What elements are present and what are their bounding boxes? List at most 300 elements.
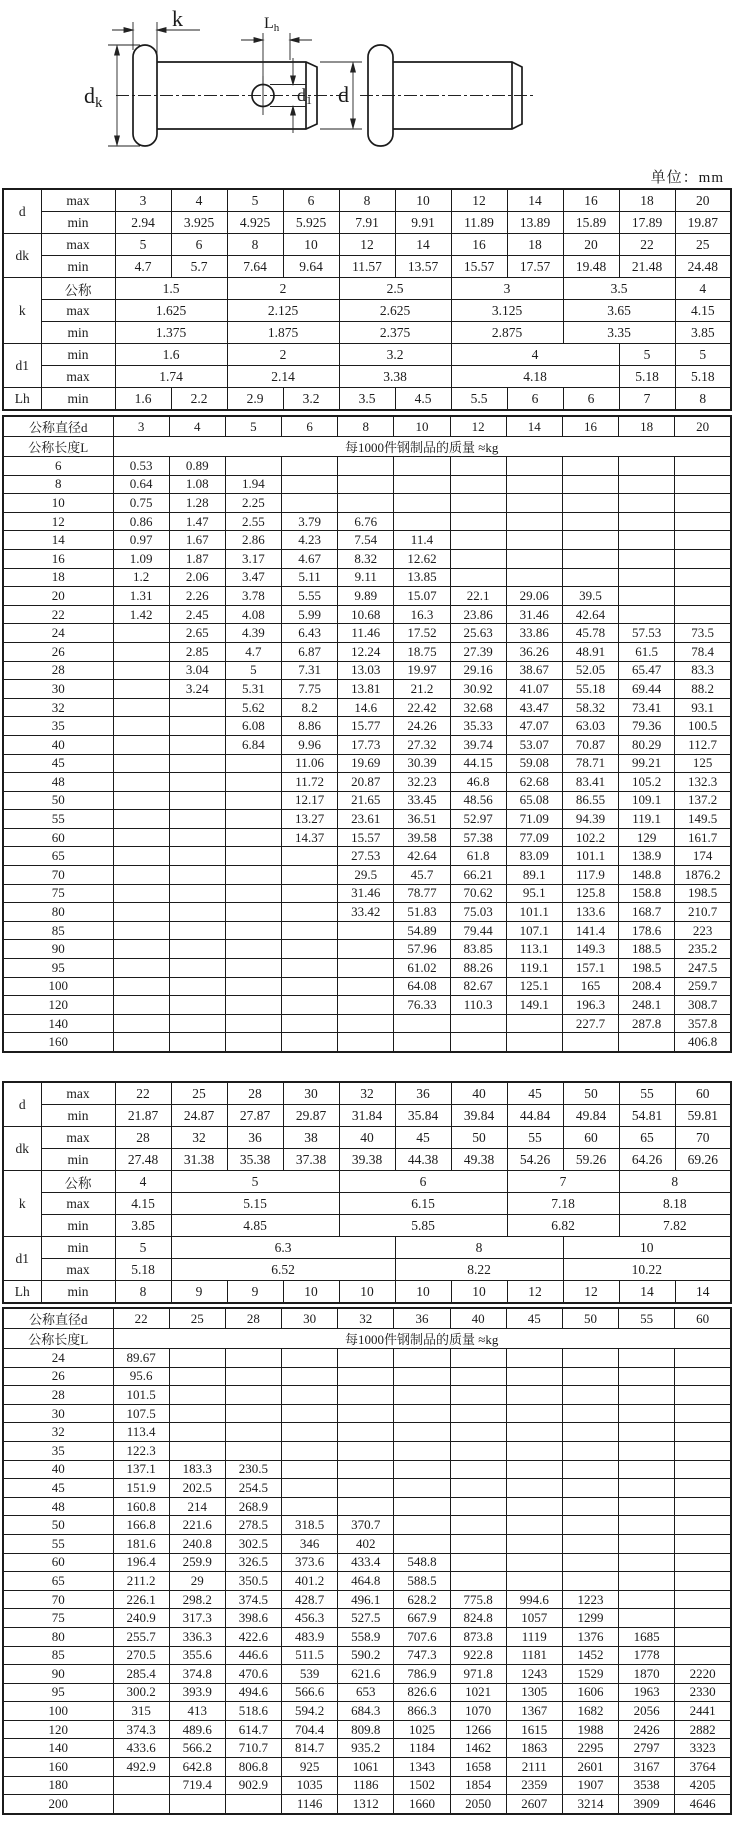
weight-row — [3, 1758, 731, 1777]
mass-value — [169, 1033, 225, 1052]
mass-value: 496.1 — [338, 1590, 394, 1609]
mass-value: 25.63 — [450, 624, 506, 643]
mass-value: 27.39 — [450, 642, 506, 661]
mass-value: 2.45 — [169, 605, 225, 624]
mass-value — [282, 940, 338, 959]
dim-row — [3, 212, 731, 234]
mass-value: 158.8 — [619, 884, 675, 903]
dim-cell: 15.89 — [563, 212, 619, 234]
mass-value: 95.1 — [506, 884, 562, 903]
dim-cell: 9.91 — [395, 212, 451, 234]
dim-cell: 4 — [115, 1171, 171, 1193]
weight-row — [3, 940, 731, 959]
weight-row — [3, 959, 731, 978]
dim-cell: 35.84 — [395, 1105, 451, 1127]
mass-value — [562, 1534, 618, 1553]
mass-value: 1863 — [506, 1739, 562, 1758]
mass-value — [675, 1534, 731, 1553]
mass-value: 32.23 — [394, 773, 450, 792]
length-value: 100 — [3, 1702, 113, 1721]
mass-value — [169, 828, 225, 847]
mass-value: 54.89 — [394, 921, 450, 940]
dim-cell: 1.625 — [115, 300, 227, 322]
dim-cell: 5 — [171, 1171, 339, 1193]
mass-value — [562, 494, 618, 513]
mass-value: 47.07 — [506, 717, 562, 736]
mass-value: 374.8 — [169, 1665, 225, 1684]
mass-value: 1452 — [562, 1646, 618, 1665]
dim-cell: 60 — [675, 1082, 731, 1105]
mass-value — [619, 1386, 675, 1405]
mass-value — [394, 1423, 450, 1442]
diameter-value: 45 — [506, 1308, 562, 1329]
length-value: 160 — [3, 1033, 113, 1052]
dim-cell: 2.5 — [339, 278, 451, 300]
d1-dimension-label: d1 — [297, 85, 312, 107]
mass-value — [506, 1404, 562, 1423]
dim-cell: d — [3, 1082, 41, 1127]
mass-value — [338, 940, 394, 959]
mass-value — [562, 1423, 618, 1442]
dim-cell: 6 — [171, 234, 227, 256]
mass-value: 78.71 — [562, 754, 618, 773]
dim-cell: 50 — [451, 1127, 507, 1149]
dim-cell: 5 — [675, 344, 731, 366]
mass-value: 433.6 — [113, 1739, 169, 1758]
mass-value — [113, 717, 169, 736]
mass-value — [113, 996, 169, 1015]
mass-value — [394, 457, 450, 476]
mass-value: 240.8 — [169, 1534, 225, 1553]
mass-value: 79.44 — [450, 921, 506, 940]
mass-value — [450, 1479, 506, 1498]
dim-cell: 8.18 — [619, 1193, 731, 1215]
mass-value: 2.06 — [169, 568, 225, 587]
mass-value: 2330 — [675, 1683, 731, 1702]
mass-value — [506, 1497, 562, 1516]
diameter-header-label: 公称直径d — [3, 416, 113, 437]
dim-cell: min — [41, 1105, 115, 1127]
dim-cell: max — [41, 300, 115, 322]
mass-value: 5 — [225, 661, 281, 680]
diameter-value: 32 — [338, 1308, 394, 1329]
mass-value: 422.6 — [225, 1627, 281, 1646]
mass-value — [225, 847, 281, 866]
mass-value — [394, 1367, 450, 1386]
mass-value: 149.3 — [562, 940, 618, 959]
mass-value: 667.9 — [394, 1609, 450, 1628]
length-value: 180 — [3, 1776, 113, 1795]
mass-value: 1367 — [506, 1702, 562, 1721]
dim-cell: 16 — [563, 189, 619, 212]
diameter-value: 6 — [282, 416, 338, 437]
mass-value — [619, 1460, 675, 1479]
dim-cell: 24.87 — [171, 1105, 227, 1127]
mass-value: 489.6 — [169, 1720, 225, 1739]
mass-value: 48.56 — [450, 791, 506, 810]
mass-value: 149.5 — [675, 810, 731, 829]
dim-cell: 3.65 — [563, 300, 675, 322]
mass-value: 174 — [675, 847, 731, 866]
weight-row — [3, 1572, 731, 1591]
mass-value: 259.9 — [169, 1553, 225, 1572]
mass-value — [675, 1572, 731, 1591]
diameter-value: 60 — [675, 1308, 731, 1329]
mass-value — [506, 1033, 562, 1052]
mass-value: 11.4 — [394, 531, 450, 550]
dim-cell: 6.82 — [507, 1215, 619, 1237]
mass-value — [113, 773, 169, 792]
weight-row — [3, 1646, 731, 1665]
dim-cell: 5.18 — [675, 366, 731, 388]
weight-row — [3, 624, 731, 643]
dim-cell: 8 — [675, 388, 731, 411]
dim-cell: 1.74 — [115, 366, 227, 388]
length-value: 35 — [3, 717, 113, 736]
mass-value: 1462 — [450, 1739, 506, 1758]
mass-value — [619, 1516, 675, 1535]
mass-value: 3909 — [619, 1795, 675, 1814]
dim-row — [3, 1281, 731, 1304]
dim-cell: 31.84 — [339, 1105, 395, 1127]
mass-value — [450, 512, 506, 531]
mass-value: 3.78 — [225, 587, 281, 606]
mass-value — [169, 1367, 225, 1386]
dim-cell: 40 — [451, 1082, 507, 1105]
length-value: 26 — [3, 1367, 113, 1386]
mass-value — [506, 1386, 562, 1405]
dim-cell: max — [41, 234, 115, 256]
mass-value: 168.7 — [619, 903, 675, 922]
mass-value: 268.9 — [225, 1497, 281, 1516]
mass-value: 588.5 — [394, 1572, 450, 1591]
mass-value: 181.6 — [113, 1534, 169, 1553]
mass-value — [562, 1349, 618, 1368]
mass-value — [506, 457, 562, 476]
mass-value: 2797 — [619, 1739, 675, 1758]
mass-value: 52.97 — [450, 810, 506, 829]
dim-cell: 27.48 — [115, 1149, 171, 1171]
mass-value: 36.51 — [394, 810, 450, 829]
mass-value — [619, 1497, 675, 1516]
mass-value — [506, 1349, 562, 1368]
dk-dimension-label: dk — [84, 83, 103, 111]
mass-value — [225, 1014, 281, 1033]
length-value: 40 — [3, 735, 113, 754]
mass-value: 57.53 — [619, 624, 675, 643]
diameter-value: 40 — [450, 1308, 506, 1329]
dim-row — [3, 1127, 731, 1149]
dim-cell: 30 — [283, 1082, 339, 1105]
dim-cell: k — [3, 1171, 41, 1237]
mass-value — [282, 959, 338, 978]
mass-value: 196.3 — [562, 996, 618, 1015]
mass-value — [675, 549, 731, 568]
mass-value: 6.43 — [282, 624, 338, 643]
mass-value: 89.67 — [113, 1349, 169, 1368]
dimension-lines — [108, 22, 362, 146]
mass-value: 1606 — [562, 1683, 618, 1702]
mass-value — [113, 921, 169, 940]
mass-value — [675, 1404, 731, 1423]
length-value: 140 — [3, 1739, 113, 1758]
weight-row — [3, 1795, 731, 1814]
dim-cell: 39.38 — [339, 1149, 395, 1171]
mass-value — [169, 1014, 225, 1033]
dim-cell: 3.2 — [283, 388, 339, 411]
mass-value: 1.09 — [113, 549, 169, 568]
dim-cell: 3 — [451, 278, 563, 300]
length-value: 85 — [3, 921, 113, 940]
mass-value: 105.2 — [619, 773, 675, 792]
diameter-header-row — [3, 416, 731, 437]
mass-value — [675, 1349, 731, 1368]
mass-value — [169, 1349, 225, 1368]
dim-cell: min — [41, 1149, 115, 1171]
mass-value: 240.9 — [113, 1609, 169, 1628]
mass-value: 806.8 — [225, 1758, 281, 1777]
length-value: 40 — [3, 1460, 113, 1479]
mass-value: 21.2 — [394, 680, 450, 699]
weight-row — [3, 1627, 731, 1646]
mass-value — [450, 1367, 506, 1386]
mass-value — [113, 642, 169, 661]
mass-value — [562, 512, 618, 531]
dimension-table-large-sizes — [2, 1081, 732, 1304]
dim-row — [3, 1215, 731, 1237]
mass-value: 45.7 — [394, 866, 450, 885]
mass-value: 621.6 — [338, 1665, 394, 1684]
mass-value — [113, 940, 169, 959]
mass-value: 7.31 — [282, 661, 338, 680]
mass-value: 44.15 — [450, 754, 506, 773]
mass-value — [450, 549, 506, 568]
mass-value — [619, 1367, 675, 1386]
diameter-value: 4 — [169, 416, 225, 437]
mass-value — [225, 866, 281, 885]
length-value: 120 — [3, 996, 113, 1015]
mass-value: 6.84 — [225, 735, 281, 754]
mass-value: 48.91 — [562, 642, 618, 661]
mass-value: 65.47 — [619, 661, 675, 680]
dim-cell: 45 — [395, 1127, 451, 1149]
dim-cell: 5.925 — [283, 212, 339, 234]
weight-row — [3, 921, 731, 940]
mass-value: 125.8 — [562, 884, 618, 903]
mass-value — [675, 475, 731, 494]
mass-value: 3167 — [619, 1758, 675, 1777]
dim-cell: 11.57 — [339, 256, 395, 278]
weight-row — [3, 1683, 731, 1702]
mass-value — [562, 568, 618, 587]
dim-row — [3, 388, 731, 411]
mass-value: 32.68 — [450, 698, 506, 717]
weight-row — [3, 1516, 731, 1535]
dim-cell: 6 — [283, 189, 339, 212]
mass-value — [282, 847, 338, 866]
dim-row — [3, 1237, 731, 1259]
mass-value — [113, 735, 169, 754]
mass-value: 4646 — [675, 1795, 731, 1814]
mass-value: 13.81 — [338, 680, 394, 699]
mass-value: 78.77 — [394, 884, 450, 903]
mass-value — [562, 531, 618, 550]
mass-value — [338, 1404, 394, 1423]
mass-value: 2.86 — [225, 531, 281, 550]
mass-value — [394, 1460, 450, 1479]
dim-cell: 7.64 — [227, 256, 283, 278]
mass-value — [169, 735, 225, 754]
length-value: 12 — [3, 512, 113, 531]
mass-value: 826.6 — [394, 1683, 450, 1702]
mass-value — [394, 1386, 450, 1405]
mass-value: 1312 — [338, 1795, 394, 1814]
mass-value — [169, 1441, 225, 1460]
mass-value — [562, 1460, 618, 1479]
mass-value: 590.2 — [338, 1646, 394, 1665]
dim-cell: 45 — [507, 1082, 563, 1105]
mass-value — [169, 1423, 225, 1442]
mass-value: 653 — [338, 1683, 394, 1702]
dim-cell: 5.85 — [339, 1215, 507, 1237]
mass-value: 17.52 — [394, 624, 450, 643]
length-value: 70 — [3, 866, 113, 885]
mass-value: 925 — [282, 1758, 338, 1777]
dim-cell: 7.82 — [619, 1215, 731, 1237]
mass-value: 166.8 — [113, 1516, 169, 1535]
dim-cell: 6.15 — [339, 1193, 507, 1215]
dim-cell: 60 — [563, 1127, 619, 1149]
dim-cell: max — [41, 366, 115, 388]
mass-value — [225, 921, 281, 940]
dim-cell: 64.26 — [619, 1149, 675, 1171]
mass-value — [169, 996, 225, 1015]
mass-value: 10.68 — [338, 605, 394, 624]
dim-row — [3, 1259, 731, 1281]
dim-cell: 5 — [115, 234, 171, 256]
diameter-value: 12 — [450, 416, 506, 437]
dim-cell: 22 — [115, 1082, 171, 1105]
dim-cell: 4.15 — [675, 300, 731, 322]
mass-value: 566.2 — [169, 1739, 225, 1758]
mass-value: 1.08 — [169, 475, 225, 494]
dim-row — [3, 366, 731, 388]
mass-value: 318.5 — [282, 1516, 338, 1535]
mass-value — [562, 1516, 618, 1535]
mass-value — [450, 1404, 506, 1423]
mass-value — [394, 512, 450, 531]
mass-value — [169, 940, 225, 959]
mass-value — [675, 1590, 731, 1609]
mass-value — [113, 680, 169, 699]
mass-value — [338, 959, 394, 978]
dim-cell: 28 — [115, 1127, 171, 1149]
lh-dimension-label: Lh — [264, 15, 280, 34]
dim-cell: 4.18 — [451, 366, 619, 388]
mass-value: 1035 — [282, 1776, 338, 1795]
mass-value: 21.65 — [338, 791, 394, 810]
dim-cell: 2.125 — [227, 300, 339, 322]
mass-value — [225, 940, 281, 959]
mass-value: 707.6 — [394, 1627, 450, 1646]
mass-value — [675, 1553, 731, 1572]
mass-value — [113, 1014, 169, 1033]
weight-table-large-sizes — [2, 1307, 732, 1815]
mass-value — [338, 921, 394, 940]
mass-value: 326.5 — [225, 1553, 281, 1572]
mass-value: 0.53 — [113, 457, 169, 476]
mass-value — [450, 1014, 506, 1033]
diameter-value: 55 — [619, 1308, 675, 1329]
dim-cell: 39.84 — [451, 1105, 507, 1127]
mass-value: 315 — [113, 1702, 169, 1721]
weight-row — [3, 847, 731, 866]
dim-cell: 69.26 — [675, 1149, 731, 1171]
mass-value: 29.16 — [450, 661, 506, 680]
mass-value — [562, 1553, 618, 1572]
dim-cell: 15.57 — [451, 256, 507, 278]
length-value: 85 — [3, 1646, 113, 1665]
mass-value — [619, 1534, 675, 1553]
length-header-label: 公称长度L — [3, 437, 113, 457]
mass-value — [282, 1033, 338, 1052]
mass-value — [169, 921, 225, 940]
mass-value — [282, 921, 338, 940]
mass-value: 65.08 — [506, 791, 562, 810]
mass-value: 2441 — [675, 1702, 731, 1721]
mass-value: 259.7 — [675, 977, 731, 996]
mass-value — [450, 475, 506, 494]
dim-cell: d1 — [3, 1237, 41, 1281]
weight-row — [3, 680, 731, 699]
mass-value: 1685 — [619, 1627, 675, 1646]
mass-value: 165 — [562, 977, 618, 996]
weight-row — [3, 1014, 731, 1033]
mass-value: 401.2 — [282, 1572, 338, 1591]
mass-value — [675, 457, 731, 476]
mass-value — [282, 1014, 338, 1033]
dim-cell: 10 — [283, 1281, 339, 1304]
mass-value — [169, 866, 225, 885]
dim-cell: 4.7 — [115, 256, 171, 278]
mass-value: 83.3 — [675, 661, 731, 680]
dim-cell: 35.38 — [227, 1149, 283, 1171]
mass-value: 3.04 — [169, 661, 225, 680]
dim-cell: 3.85 — [675, 322, 731, 344]
mass-value — [562, 1404, 618, 1423]
dim-cell: 19.87 — [675, 212, 731, 234]
mass-value — [169, 1404, 225, 1423]
mass-value: 14.6 — [338, 698, 394, 717]
dim-cell: 44.84 — [507, 1105, 563, 1127]
mass-value: 1181 — [506, 1646, 562, 1665]
mass-value — [675, 512, 731, 531]
mass-value: 1.94 — [225, 475, 281, 494]
diameter-value: 14 — [506, 416, 562, 437]
mass-value: 336.3 — [169, 1627, 225, 1646]
mass-value — [506, 1534, 562, 1553]
mass-value: 178.6 — [619, 921, 675, 940]
mass-value: 370.7 — [338, 1516, 394, 1535]
mass-value: 2.65 — [169, 624, 225, 643]
mass-value: 2426 — [619, 1720, 675, 1739]
mass-value: 94.39 — [562, 810, 618, 829]
mass-value — [225, 1367, 281, 1386]
dim-cell: 12 — [339, 234, 395, 256]
mass-value: 38.67 — [506, 661, 562, 680]
dim-cell: 9 — [227, 1281, 283, 1304]
dim-cell: 8 — [227, 234, 283, 256]
